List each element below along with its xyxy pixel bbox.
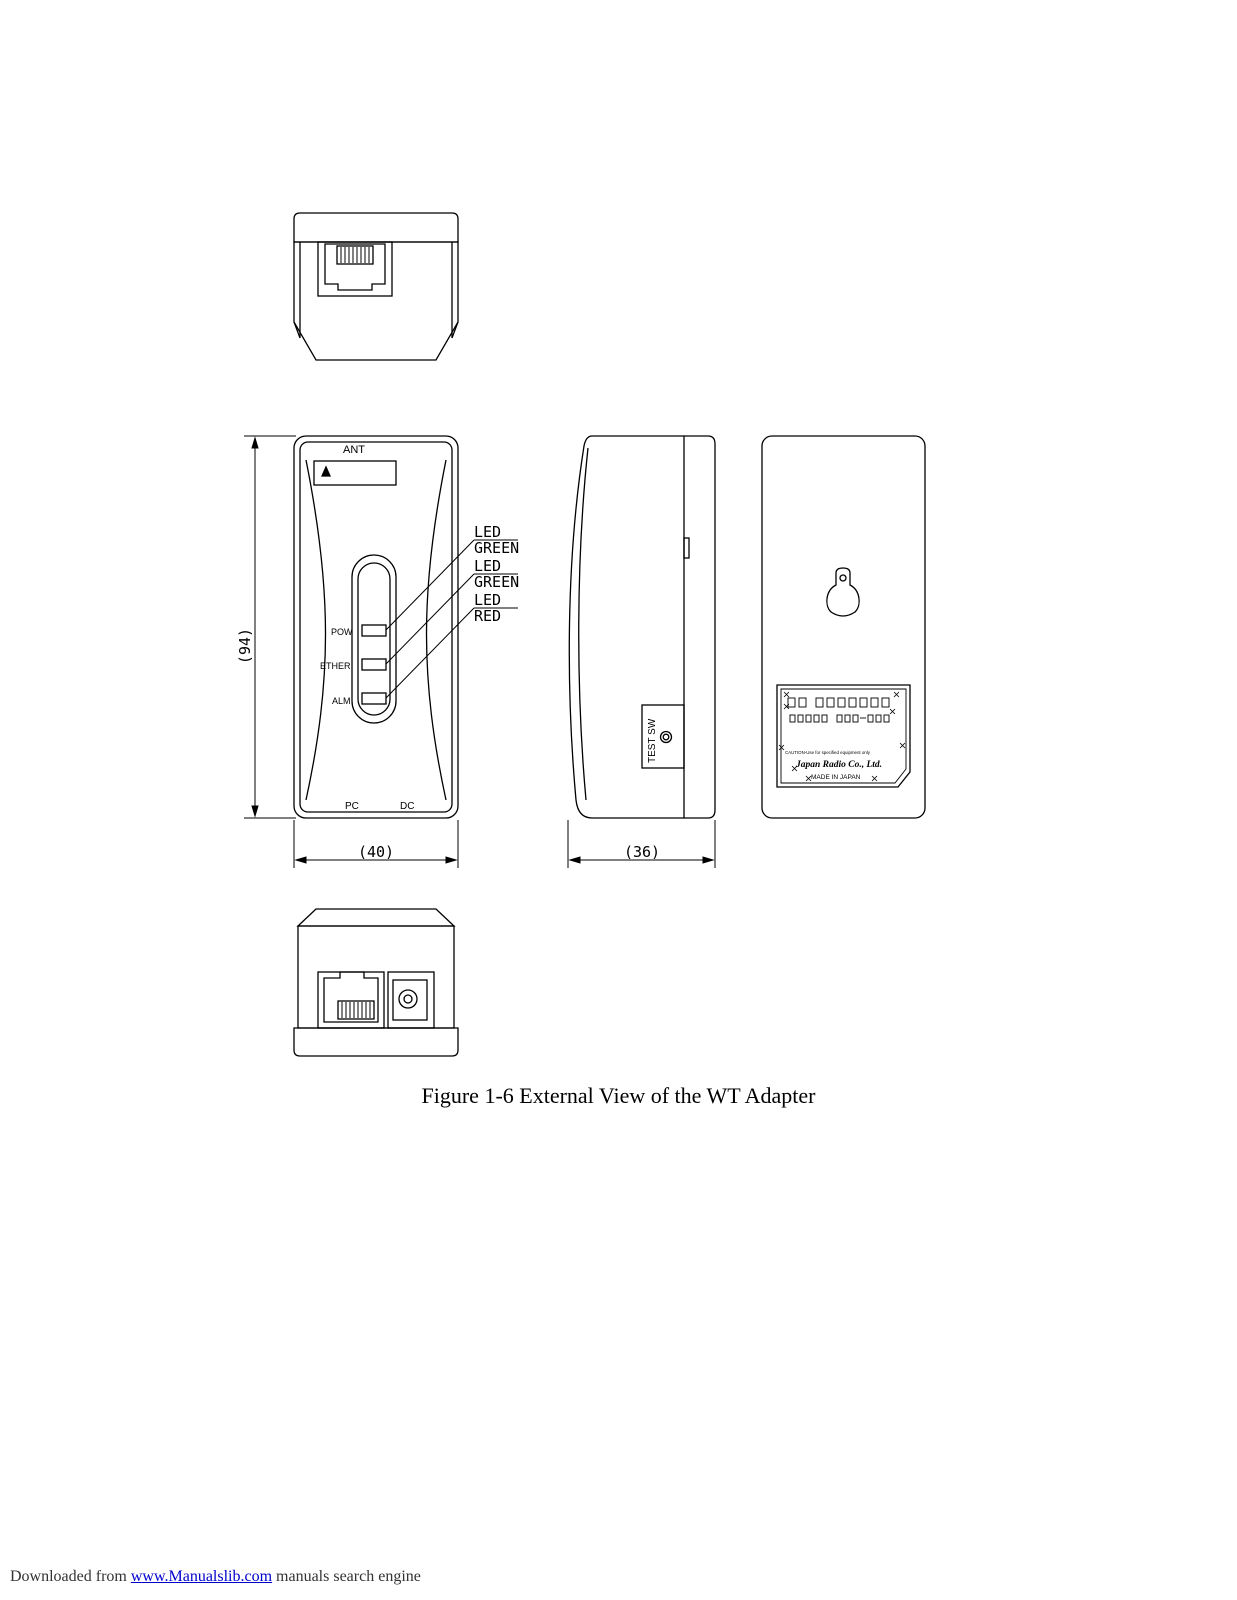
- led-pow-label: POW: [331, 627, 353, 637]
- led-alm: [362, 693, 386, 704]
- led-alm-callout-1: LED: [474, 591, 502, 609]
- footer: [10, 1568, 421, 1586]
- rating-label: [777, 685, 910, 787]
- dim-width-label: (40): [357, 843, 395, 861]
- footer-prefix: Downloaded from: [10, 1568, 131, 1585]
- label-maker-text: Japan Radio Co., Ltd.: [796, 760, 883, 770]
- led-window: [352, 555, 396, 723]
- ant-jack-top: [318, 242, 392, 296]
- caution-sticker: [314, 461, 396, 485]
- dc-port-label: DC: [400, 801, 415, 812]
- pc-port-label: PC: [345, 801, 359, 812]
- dim-depth-label: (36): [623, 843, 661, 861]
- bottom-view: [294, 909, 458, 1056]
- dim-height-lines: [244, 436, 296, 818]
- led-pow-callout-1: LED: [474, 523, 502, 541]
- ant-label: ANT: [343, 444, 365, 456]
- keyhole-slot: [827, 568, 859, 616]
- led-pow-callout-2: GREEN: [474, 539, 520, 557]
- led-alm-callout-2: RED: [474, 607, 502, 625]
- led-pow: [362, 625, 386, 636]
- side-view: [568, 436, 715, 868]
- figure-caption: Figure 1-6 External View of the WT Adapter: [421, 1083, 816, 1108]
- led-ether-callout-2: GREEN: [474, 573, 520, 591]
- dim-height-label: (94): [236, 627, 254, 665]
- manualslib-link[interactable]: www.Manualslib.com: [130, 1568, 273, 1585]
- led-alm-label: ALM: [332, 696, 351, 706]
- led-ether: [362, 659, 386, 670]
- footer-suffix: manuals search engine: [272, 1568, 421, 1585]
- label-origin-text: MADE IN JAPAN: [811, 774, 861, 781]
- dc-jack: [388, 972, 434, 1028]
- top-view: [294, 213, 458, 360]
- led-ether-callout-1: LED: [474, 557, 502, 575]
- label-caution-text: CAUTION-Use for specified equipment only: [785, 750, 870, 755]
- pc-jack: [318, 972, 384, 1028]
- led-ether-label: ETHER: [320, 661, 351, 671]
- front-view: [244, 436, 518, 868]
- test-switch-label: TEST SW: [647, 718, 658, 763]
